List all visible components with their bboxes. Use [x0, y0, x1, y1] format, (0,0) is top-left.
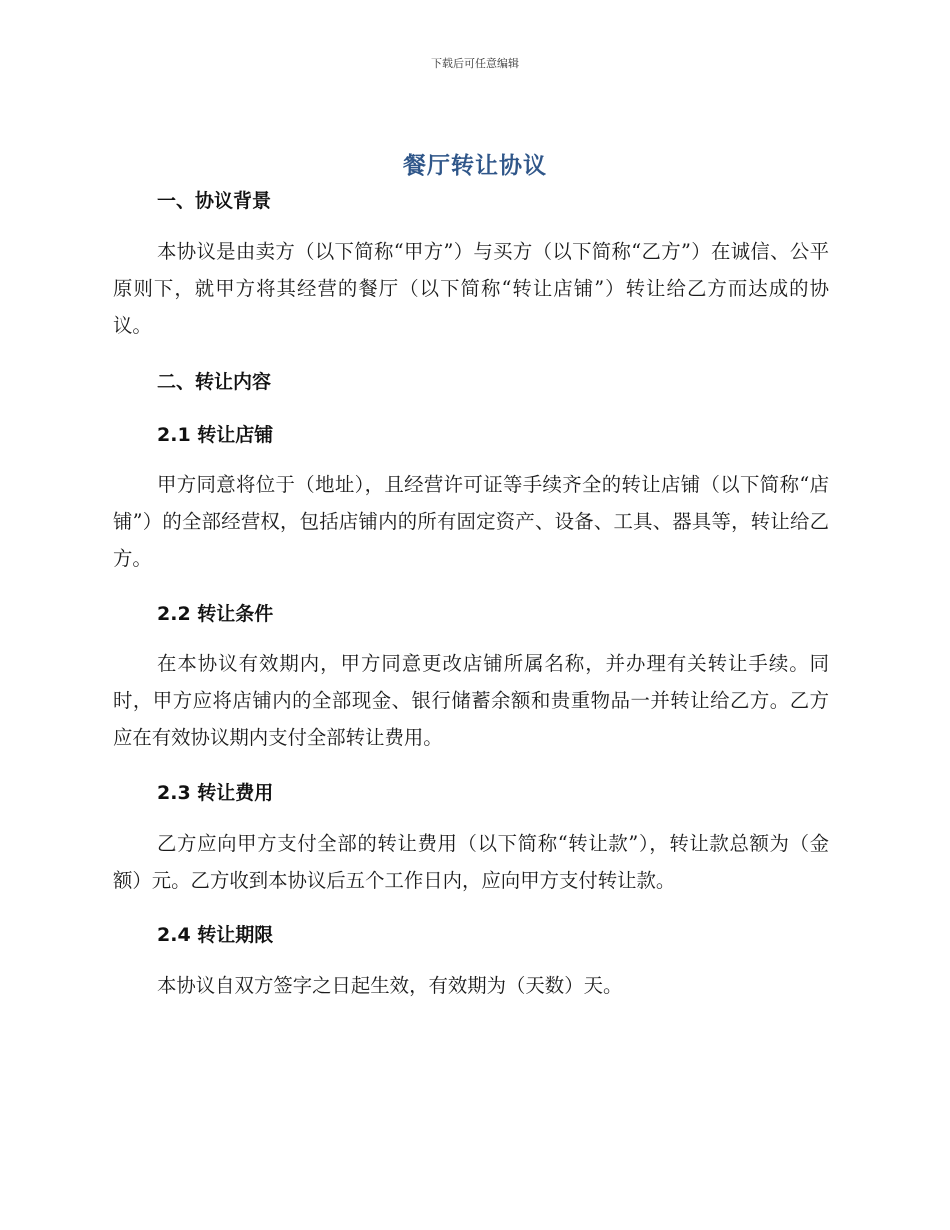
section-paragraph-transfer-store: 甲方同意将位于（地址），且经营许可证等手续齐全的转让店铺（以下简称“店铺”）的全部经营权，包括店铺内的所有固定资产、设备、工具、器具等，转让给乙方。 [113, 473, 829, 570]
section-heading-background: 一、协议背景 [157, 190, 272, 212]
section-paragraph-transfer-fee: 乙方应向甲方支付全部的转让费用（以下简称“转让款”），转让款总额为（金额）元。乙方收到本协议后五个工作日内，应向甲方支付转让款。 [113, 832, 829, 892]
section-heading-transfer-fee: 2.3 转让费用 [157, 782, 274, 804]
section-paragraph-transfer-term: 本协议自双方签字之日起生效，有效期为（天数）天。 [157, 974, 623, 997]
section-heading-transfer-term: 2.4 转让期限 [157, 924, 274, 946]
header-note: 下载后可任意编辑 [431, 57, 519, 70]
section-paragraph-background: 本协议是由卖方（以下简称“甲方”）与买方（以下简称“乙方”）在诚信、公平原则下，就甲方将其经营的餐厅（以下简称“转让店铺”）转让给乙方而达成的协议。 [113, 240, 829, 337]
section-heading-transfer-conditions: 2.2 转让条件 [157, 603, 274, 625]
section-paragraph-transfer-conditions: 在本协议有效期内，甲方同意更改店铺所属名称，并办理有关转让手续。同时，甲方应将店铺内的全部现金、银行储蓄余额和贵重物品一并转让给乙方。乙方应在有效协议期内支付全部转让费用。 [113, 652, 829, 749]
section-heading-transfer-store: 2.1 转让店铺 [157, 424, 274, 446]
section-heading-transfer-content: 二、转让内容 [157, 371, 272, 393]
document-title: 餐厅转让协议 [403, 153, 547, 179]
